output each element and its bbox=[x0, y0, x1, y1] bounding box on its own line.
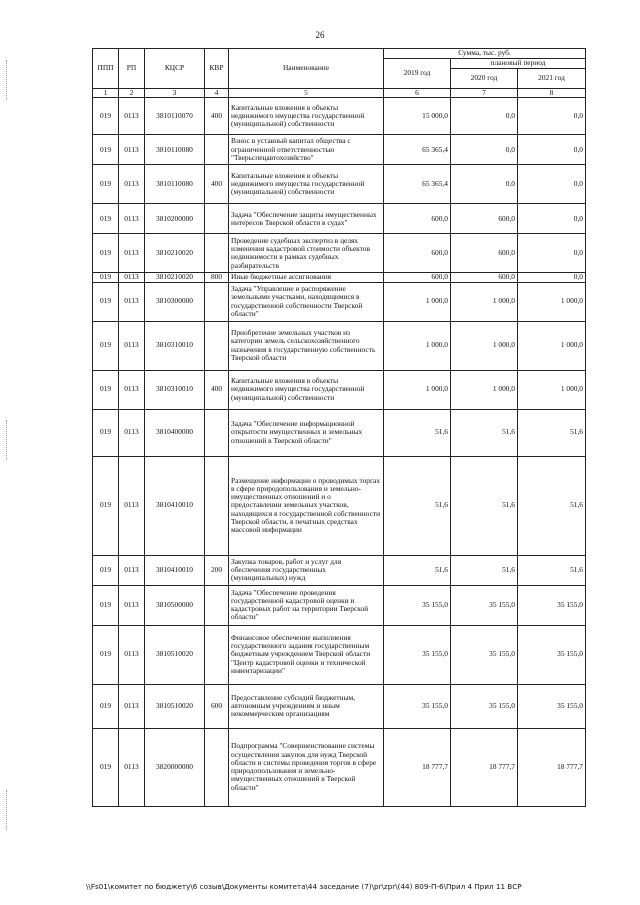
rp-cell: 0113 bbox=[119, 684, 145, 728]
value-2021-cell: 0,0 bbox=[518, 165, 586, 204]
column-number: 8 bbox=[518, 89, 586, 98]
value-2019-cell: 600,0 bbox=[384, 234, 451, 273]
kvr-cell: 400 bbox=[205, 370, 229, 409]
ppp-cell: 019 bbox=[93, 585, 119, 625]
value-2021-cell: 51,6 bbox=[518, 555, 586, 585]
kvr-cell: 600 bbox=[205, 684, 229, 728]
budget-table bbox=[92, 48, 586, 807]
kvr-cell bbox=[205, 282, 229, 321]
ppp-cell: 019 bbox=[93, 409, 119, 456]
rp-cell: 0113 bbox=[119, 585, 145, 625]
value-2020-cell: 51,6 bbox=[451, 555, 518, 585]
table-row bbox=[93, 98, 586, 135]
kcsr-cell: 3810300000 bbox=[145, 282, 205, 321]
header-ppp: ППП bbox=[93, 49, 119, 89]
ppp-cell: 019 bbox=[93, 625, 119, 684]
table-row bbox=[93, 684, 586, 728]
kcsr-cell: 3810510020 bbox=[145, 684, 205, 728]
kcsr-cell: 3810210020 bbox=[145, 234, 205, 273]
table-row bbox=[93, 165, 586, 204]
kvr-cell bbox=[205, 321, 229, 370]
value-2019-cell: 1 000,0 bbox=[384, 282, 451, 321]
ppp-cell: 019 bbox=[93, 728, 119, 806]
binding-margin-mark bbox=[6, 790, 8, 830]
rp-cell: 0113 bbox=[119, 234, 145, 273]
kcsr-cell: 3810400000 bbox=[145, 409, 205, 456]
name-cell: Капитальные вложения в объекты недвижимого имущества государственной (муниципальной) собственности bbox=[229, 165, 384, 204]
value-2020-cell: 0,0 bbox=[451, 135, 518, 165]
value-2020-cell: 51,6 bbox=[451, 456, 518, 555]
rp-cell: 0113 bbox=[119, 282, 145, 321]
kvr-cell bbox=[205, 625, 229, 684]
rp-cell: 0113 bbox=[119, 204, 145, 234]
value-2019-cell: 35 155,0 bbox=[384, 684, 451, 728]
kvr-cell: 400 bbox=[205, 165, 229, 204]
column-number: 2 bbox=[119, 89, 145, 98]
value-2020-cell: 35 155,0 bbox=[451, 625, 518, 684]
kvr-cell bbox=[205, 234, 229, 273]
kcsr-cell: 3810110080 bbox=[145, 165, 205, 204]
binding-margin-mark bbox=[6, 420, 8, 460]
value-2021-cell: 0,0 bbox=[518, 234, 586, 273]
value-2021-cell: 35 155,0 bbox=[518, 625, 586, 684]
value-2021-cell: 0,0 bbox=[518, 204, 586, 234]
value-2019-cell: 600,0 bbox=[384, 204, 451, 234]
name-cell: Капитальные вложения в объекты недвижимого имущества государственной (муниципальной) собственности bbox=[229, 98, 384, 135]
value-2019-cell: 51,6 bbox=[384, 456, 451, 555]
rp-cell: 0113 bbox=[119, 273, 145, 282]
kvr-cell bbox=[205, 456, 229, 555]
value-2021-cell: 1 000,0 bbox=[518, 321, 586, 370]
value-2020-cell: 35 155,0 bbox=[451, 684, 518, 728]
rp-cell: 0113 bbox=[119, 409, 145, 456]
ppp-cell: 019 bbox=[93, 165, 119, 204]
name-cell: Капитальные вложения в объекты недвижимого имущества государственной (муниципальной) собственности bbox=[229, 370, 384, 409]
table-row bbox=[93, 585, 586, 625]
value-2019-cell: 18 777,7 bbox=[384, 728, 451, 806]
name-cell: Размещение информации о проводимых торгах в сфере природопользования и земельно-имущественных отношений и о предоставлении земельных участков, находящихся в государственной собственности Тверской области, в печатных средствах массовой информации bbox=[229, 456, 384, 555]
header-kvr: КВР bbox=[205, 49, 229, 89]
value-2020-cell: 600,0 bbox=[451, 273, 518, 282]
value-2019-cell: 1 000,0 bbox=[384, 370, 451, 409]
kvr-cell: 400 bbox=[205, 98, 229, 135]
header-2019: 2019 год bbox=[384, 59, 451, 89]
value-2020-cell: 600,0 bbox=[451, 204, 518, 234]
rp-cell: 0113 bbox=[119, 98, 145, 135]
ppp-cell: 019 bbox=[93, 456, 119, 555]
ppp-cell: 019 bbox=[93, 204, 119, 234]
name-cell: Закупка товаров, работ и услуг для обеспечения государственных (муниципальных) нужд bbox=[229, 555, 384, 585]
value-2020-cell: 0,0 bbox=[451, 165, 518, 204]
column-number: 1 bbox=[93, 89, 119, 98]
value-2020-cell: 600,0 bbox=[451, 234, 518, 273]
table-row bbox=[93, 625, 586, 684]
kvr-cell: 800 bbox=[205, 273, 229, 282]
value-2020-cell: 35 155,0 bbox=[451, 585, 518, 625]
value-2021-cell: 35 155,0 bbox=[518, 585, 586, 625]
rp-cell: 0113 bbox=[119, 555, 145, 585]
table-row bbox=[93, 370, 586, 409]
table-row bbox=[93, 555, 586, 585]
value-2020-cell: 18 777,7 bbox=[451, 728, 518, 806]
name-cell: Иные бюджетные ассигнования bbox=[229, 273, 384, 282]
kcsr-cell: 3810200000 bbox=[145, 204, 205, 234]
rp-cell: 0113 bbox=[119, 370, 145, 409]
name-cell: Задача "Обеспечение информационной открытости имущественных и земельных отношений в Тверской области" bbox=[229, 409, 384, 456]
name-cell: Подпрограмма "Совершенствование системы осуществления закупок для нужд Тверской области и системы проведения торгов в сфере природопользования и земельно-имущественных отношений в Тверской области" bbox=[229, 728, 384, 806]
ppp-cell: 019 bbox=[93, 555, 119, 585]
footer-file-path: \\Fs01\комитет по бюджету\6 созыв\Документы комитета\44 заседание (7)\pr\zpr\(44) 809-П-6\Прил 4 Прил 11 ВСР bbox=[86, 882, 522, 891]
value-2019-cell: 1 000,0 bbox=[384, 321, 451, 370]
column-number: 6 bbox=[384, 89, 451, 98]
value-2021-cell: 0,0 bbox=[518, 98, 586, 135]
binding-margin-mark bbox=[6, 60, 8, 100]
kcsr-cell: 3810110070 bbox=[145, 98, 205, 135]
value-2019-cell: 15 000,0 bbox=[384, 98, 451, 135]
rp-cell: 0113 bbox=[119, 321, 145, 370]
name-cell: Предоставление субсидий бюджетным, автономным учреждениям и иным некоммерческим организациям bbox=[229, 684, 384, 728]
table-row bbox=[93, 728, 586, 806]
kvr-cell bbox=[205, 204, 229, 234]
ppp-cell: 019 bbox=[93, 98, 119, 135]
value-2021-cell: 51,6 bbox=[518, 409, 586, 456]
kcsr-cell: 3810310010 bbox=[145, 370, 205, 409]
header-name: Наименование bbox=[229, 49, 384, 89]
value-2019-cell: 600,0 bbox=[384, 273, 451, 282]
column-number: 4 bbox=[205, 89, 229, 98]
kcsr-cell: 3810510020 bbox=[145, 625, 205, 684]
value-2021-cell: 1 000,0 bbox=[518, 370, 586, 409]
kvr-cell bbox=[205, 728, 229, 806]
table-row bbox=[93, 282, 586, 321]
ppp-cell: 019 bbox=[93, 282, 119, 321]
table-row bbox=[93, 204, 586, 234]
rp-cell: 0113 bbox=[119, 728, 145, 806]
ppp-cell: 019 bbox=[93, 135, 119, 165]
page-number: 26 bbox=[315, 30, 325, 40]
rp-cell: 0113 bbox=[119, 625, 145, 684]
table-row bbox=[93, 234, 586, 273]
value-2021-cell: 1 000,0 bbox=[518, 282, 586, 321]
header-sum: Сумма, тыс. руб. bbox=[384, 49, 586, 59]
value-2019-cell: 65 365,4 bbox=[384, 165, 451, 204]
value-2019-cell: 65 365,4 bbox=[384, 135, 451, 165]
table-row bbox=[93, 321, 586, 370]
table-row bbox=[93, 273, 586, 282]
value-2021-cell: 18 777,7 bbox=[518, 728, 586, 806]
kcsr-cell: 3810110080 bbox=[145, 135, 205, 165]
name-cell: Приобретение земельных участков из категории земель сельскохозяйственного назначения в государственную собственность Тверской области bbox=[229, 321, 384, 370]
value-2019-cell: 35 155,0 bbox=[384, 625, 451, 684]
header-2021: 2021 год bbox=[518, 69, 586, 89]
value-2021-cell: 35 155,0 bbox=[518, 684, 586, 728]
name-cell: Финансовое обеспечение выполнения государственного задания государственным бюджетным учреждением Тверской области "Центр кадастровой оценки и технической инвентаризации" bbox=[229, 625, 384, 684]
ppp-cell: 019 bbox=[93, 370, 119, 409]
column-number: 3 bbox=[145, 89, 205, 98]
ppp-cell: 019 bbox=[93, 684, 119, 728]
name-cell: Взнос в уставный капитал общества с ограниченной ответственностью "Тверьспецавтохозяйство" bbox=[229, 135, 384, 165]
header-planned-period: плановый период bbox=[451, 59, 586, 69]
name-cell: Задача "Обеспечение проведения государственной кадастровой оценки и кадастровых работ на территории Тверской области" bbox=[229, 585, 384, 625]
column-number: 7 bbox=[451, 89, 518, 98]
rp-cell: 0113 bbox=[119, 165, 145, 204]
kcsr-cell: 3810410010 bbox=[145, 555, 205, 585]
header-kcsr: КЦСР bbox=[145, 49, 205, 89]
value-2021-cell: 0,0 bbox=[518, 273, 586, 282]
table-row bbox=[93, 135, 586, 165]
table-row bbox=[93, 456, 586, 555]
value-2020-cell: 1 000,0 bbox=[451, 282, 518, 321]
kcsr-cell: 3810410010 bbox=[145, 456, 205, 555]
kvr-cell bbox=[205, 409, 229, 456]
rp-cell: 0113 bbox=[119, 135, 145, 165]
ppp-cell: 019 bbox=[93, 234, 119, 273]
value-2019-cell: 51,6 bbox=[384, 409, 451, 456]
kvr-cell bbox=[205, 135, 229, 165]
kcsr-cell: 3820000000 bbox=[145, 728, 205, 806]
header-rp: РП bbox=[119, 49, 145, 89]
table-row bbox=[93, 409, 586, 456]
value-2021-cell: 0,0 bbox=[518, 135, 586, 165]
name-cell: Задача "Обеспечение защиты имущественных интересов Тверской области в судах" bbox=[229, 204, 384, 234]
column-number: 5 bbox=[229, 89, 384, 98]
rp-cell: 0113 bbox=[119, 456, 145, 555]
ppp-cell: 019 bbox=[93, 273, 119, 282]
kvr-cell bbox=[205, 585, 229, 625]
kvr-cell: 200 bbox=[205, 555, 229, 585]
kcsr-cell: 3810500000 bbox=[145, 585, 205, 625]
kcsr-cell: 3810210020 bbox=[145, 273, 205, 282]
value-2019-cell: 35 155,0 bbox=[384, 585, 451, 625]
value-2020-cell: 1 000,0 bbox=[451, 370, 518, 409]
header-2020: 2020 год bbox=[451, 69, 518, 89]
value-2020-cell: 0,0 bbox=[451, 98, 518, 135]
value-2020-cell: 51,6 bbox=[451, 409, 518, 456]
name-cell: Задача "Управление и распоряжение земельными участками, находящимися в государственной собственности Тверской области" bbox=[229, 282, 384, 321]
kcsr-cell: 3810310010 bbox=[145, 321, 205, 370]
value-2020-cell: 1 000,0 bbox=[451, 321, 518, 370]
name-cell: Проведение судебных экспертиз в целях изменения кадастровой стоимости объектов недвижимости в рамках судебных разбирательств bbox=[229, 234, 384, 273]
value-2021-cell: 51,6 bbox=[518, 456, 586, 555]
value-2019-cell: 51,6 bbox=[384, 555, 451, 585]
ppp-cell: 019 bbox=[93, 321, 119, 370]
